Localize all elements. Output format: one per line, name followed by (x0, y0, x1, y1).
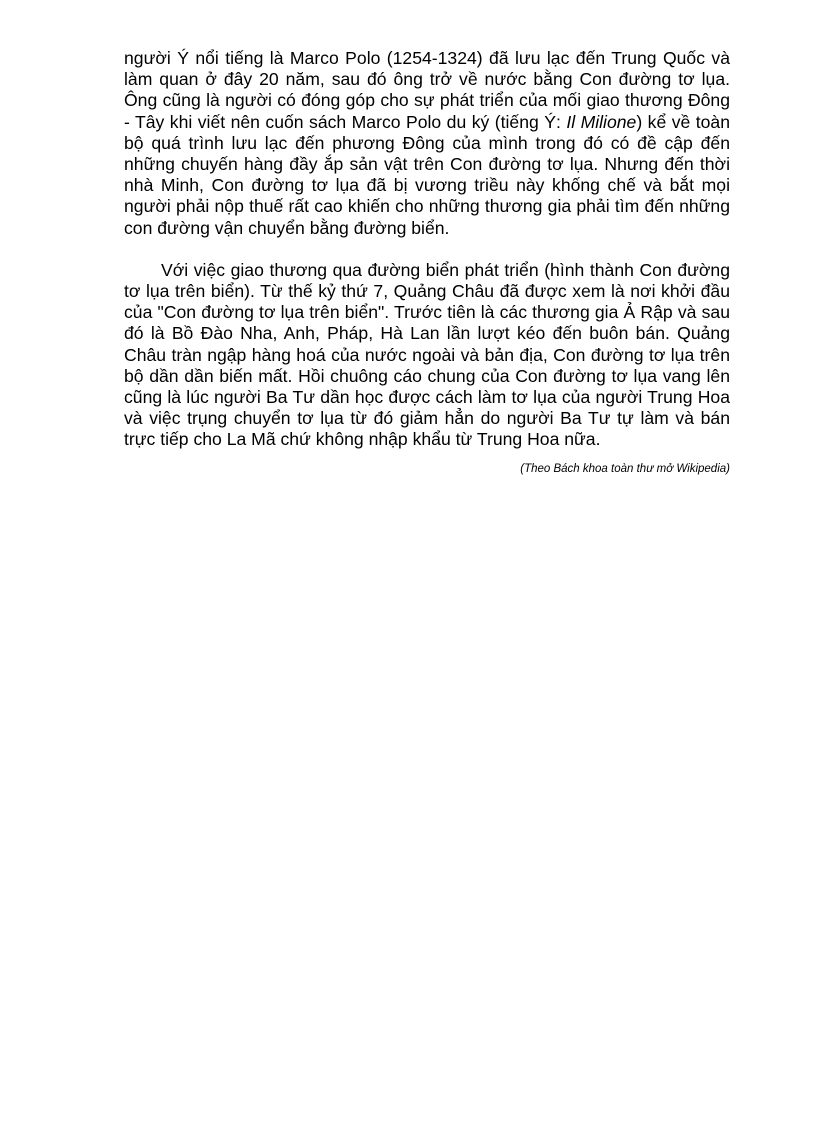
paragraph-1-text-start: người Ý nổi tiếng là Marco Polo (1254-1324) đã lưu lạc đến Trung Quốc và làm quan ở đây 20 năm, sau đó ông trở về nước bằng Con đường tơ lụa. Ông cũng là người có đóng góp cho sự phát triển của mối giao thương Đông - Tây khi viết nên cuốn sách Marco Polo du ký (tiếng Ý: (124, 48, 730, 132)
source-citation: (Theo Bách khoa toàn thư mở Wikipedia) (520, 462, 730, 475)
paragraph-1-text-end: ) kể về toàn bộ quá trình lưu lạc đến phương Đông của mình trong đó có đề cập đến những chuyến hàng đầy ắp sản vật trên Con đường tơ lụa. Nhưng đến thời nhà Minh, Con đường tơ lụa đã bị vương triều này khống chế và bắt mọi người phải nộp thuế rất cao khiến cho những thương gia phải tìm đến những con đường vận chuyển bằng đường biển. (124, 111, 730, 238)
document-page (124, 48, 730, 476)
paragraph-marco-polo (124, 48, 730, 239)
book-title-il-milione: Il Milione (566, 111, 637, 132)
paragraph-sea-silk-road: Với việc giao thương qua đường biển phát triển (hình thành Con đường tơ lụa trên biển). Từ thế kỷ thứ 7, Quảng Châu đã được xem là nơi khởi đầu của "Con đường tơ lụa trên biển". Trước tiên là các thương gia Ả Rập và sau đó là Bồ Đào Nha, Anh, Pháp, Hà Lan lần lượt kéo đến buôn bán. Quảng Châu tràn ngập hàng hoá của nước ngoài và bản địa, Con đường tơ lụa trên bộ dần dần biến mất. Hồi chuông cáo chung của Con đường tơ lụa vang lên cũng là lúc người Ba Tư dần học được cách làm tơ lụa của người Trung Hoa và việc trụng chuyển tơ lụa từ đó giảm hẳn do người Ba Tư tự làm và bán trực tiếp cho La Mã chứ không nhập khẩu từ Trung Hoa nữa. (124, 259, 730, 450)
